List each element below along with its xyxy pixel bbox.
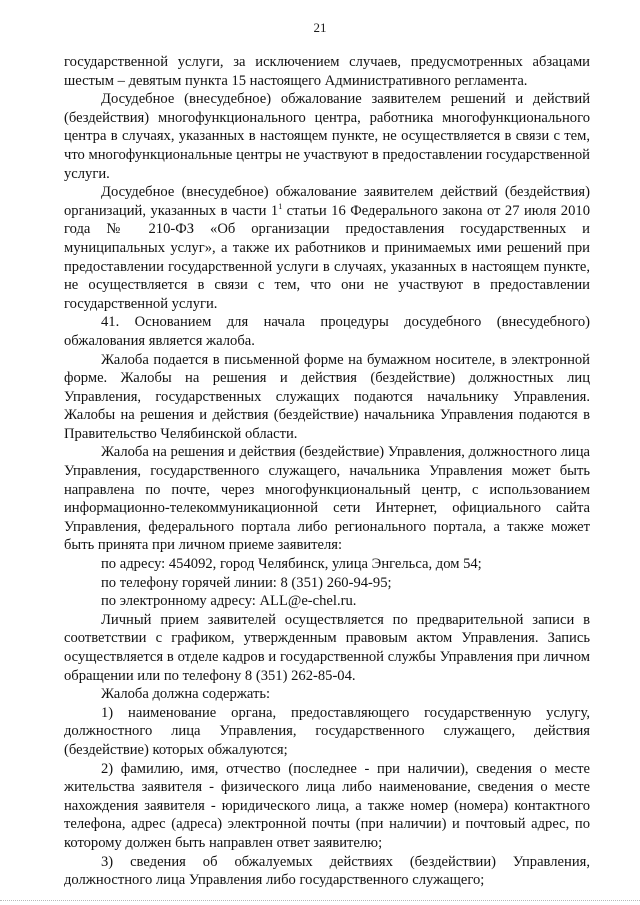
footnote-superscript: 1	[278, 201, 283, 211]
document-body	[64, 53, 590, 890]
paragraph-organizations-appeal-start: Досудебное (внесудебное) обжалование заявителем действий (бездействия) организаций, указанных в части 1	[64, 184, 590, 219]
paragraph-continuation: государственной услуги, за исключением случаев, предусмотренных абзацами шестым – девятым пункта 15 настоящего Административного регламента.	[64, 54, 590, 89]
paragraph-item-41: 41. Основанием для начала процедуры досудебного (внесудебного) обжалования является жалоба.	[64, 314, 590, 349]
list-item-1: 1) наименование органа, предоставляющего государственную услугу, должностного лица Управления, государственного служащего, действия (бездействие) которых обжалуются;	[64, 704, 590, 758]
address-line: по адресу: 454092, город Челябинск, улица Энгельса, дом 54;	[101, 556, 482, 573]
list-item-2: 2) фамилию, имя, отчество (последнее - при наличии), сведения о месте жительства заявителя - физического лица либо наименование, сведения о месте нахождения заявителя - юридического лица, а также номер (номера) контактного телефона, адрес (адреса) электронной почты (при наличии) и почтовый адрес, по которому должен быть направлен ответ заявителю;	[64, 760, 590, 851]
paragraph-complaint-form: Жалоба подается в письменной форме на бумажном носителе, в электронной форме. Жалобы на решения и действия (бездействие) должностных лиц Управления, государственных служащих подаются начальнику Управления. Жалобы на решения и действия (бездействие) начальника Управления подаются в Правительство Челябинской области.	[64, 351, 590, 442]
scan-bottom-edge	[0, 900, 640, 901]
paragraph-personal-reception: Личный прием заявителей осуществляется по предварительной записи в соответствии с графиком, утвержденным правовым актом Управления. Запись осуществляется в отделе кадров и государственной службы Управления при личном обращении или по телефону 8 (351) 262-85-04.	[64, 611, 590, 684]
paragraph-complaint-contents-heading: Жалоба должна содержать:	[101, 686, 271, 703]
list-item-3: 3) сведения об обжалуемых действиях (бездействии) Управления, должностного лица Управления либо государственного служащего;	[64, 853, 590, 889]
page-number: 21	[313, 20, 327, 35]
paragraph-complaint-channels: Жалоба на решения и действия (бездействие) Управления, должностного лица Управления, государственного служащего, начальника Управления может быть направлена по почте, через многофункциональный центр, с использованием информационно-телекоммуникационной сети Интернет, официального сайта Управления, федерального портала либо регионального портала, а также может быть принята при личном приеме заявителя:	[64, 444, 590, 554]
email-line: по электронному адресу: ALL@e-chel.ru.	[101, 593, 357, 610]
paragraph-organizations-appeal	[64, 183, 590, 313]
paragraph-organizations-appeal-end: статьи 16 Федерального закона от 27 июля 2010 года № 210-ФЗ «Об организации предоставления государственных и муниципальных услуг», а также их работников и принимаемых ими решений при предоставлении государственной услуги в случаях, указанных в настоящем пункте, не осуществляется в связи с тем, что они не участвуют в предоставлении государственной услуги.	[64, 202, 590, 312]
hotline-line: по телефону горячей линии: 8 (351) 260-94-95;	[101, 574, 392, 591]
paragraph-mfc-appeal: Досудебное (внесудебное) обжалование заявителем решений и действий (бездействия) многофункционального центра, работника многофункционального центра в случаях, указанных в настоящем пункте, не осуществляется в связи с тем, что многофункциональные центры не участвуют в предоставлении государственной услуги.	[64, 91, 590, 182]
